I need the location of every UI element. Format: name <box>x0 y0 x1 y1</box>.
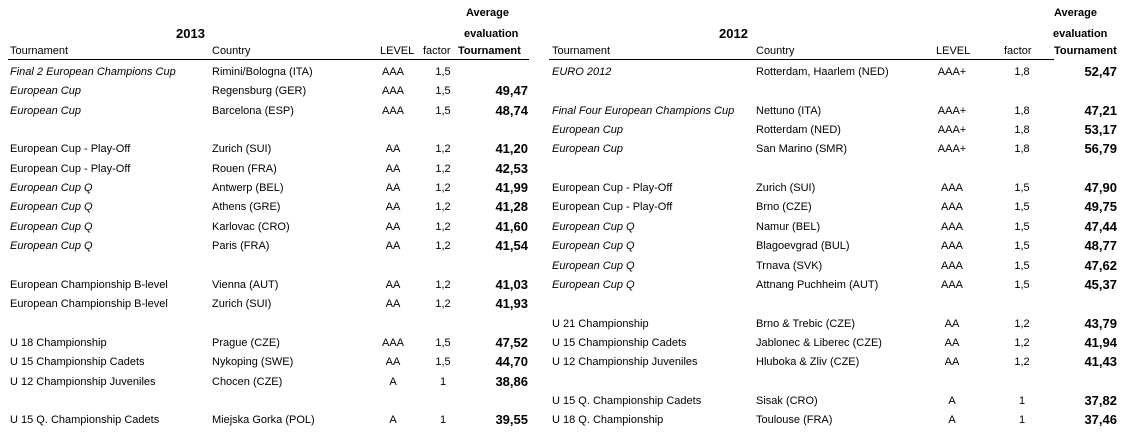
score-cell: 45,37 <box>1084 276 1117 292</box>
table-row <box>8 218 528 237</box>
table-row <box>549 198 1117 217</box>
level-cell: AAA <box>940 240 963 253</box>
tournament-cell: European Cup <box>10 104 81 117</box>
score-cell: 41,94 <box>1084 334 1117 350</box>
level-cell: AAA <box>940 182 963 195</box>
factor-cell: 1,8 <box>1014 143 1030 156</box>
factor-cell: 1,5 <box>1014 240 1030 253</box>
score-cell: 41,03 <box>495 276 528 292</box>
level-cell: AAA <box>940 220 963 233</box>
level-cell: AA <box>385 201 401 214</box>
score-cell: 47,52 <box>495 334 528 350</box>
level-cell: A <box>389 375 397 388</box>
table-row <box>549 392 1117 411</box>
country-cell: Miejska Gorka (POL) <box>212 414 315 427</box>
tournament-cell: European Cup <box>10 85 81 98</box>
tournament-cell: U 15 Championship Cadets <box>552 336 687 349</box>
country-cell: Rouen (FRA) <box>212 162 277 175</box>
factor-cell: 1,5 <box>1014 201 1030 214</box>
level-cell: A <box>948 394 956 407</box>
tournament-cell: European Cup Q <box>552 220 635 233</box>
score-cell: 38,86 <box>495 373 528 389</box>
tournament-cell: U 15 Q. Championship Cadets <box>552 394 702 407</box>
country-cell: Rotterdam, Haarlem (NED) <box>756 66 889 78</box>
table-2012 <box>549 0 1117 436</box>
level-cell: AA <box>944 317 960 330</box>
tournament-cell: U 12 Championship Juveniles <box>10 375 156 388</box>
tournament-cell: European Cup Q <box>10 240 93 253</box>
country-cell: Blagoevgrad (BUL) <box>756 240 850 253</box>
score-cell: 39,55 <box>495 412 528 428</box>
table-2013 <box>8 0 530 436</box>
level-cell: AA <box>385 356 401 369</box>
factor-cell: 1,5 <box>435 336 451 349</box>
header-rule <box>549 59 1054 60</box>
tournament-cell: European Cup - Play-Off <box>552 182 673 195</box>
score-cell: 53,17 <box>1084 122 1117 138</box>
score-cell: 47,44 <box>1084 218 1117 234</box>
level-cell: AAA+ <box>937 124 967 137</box>
tournament-cell: European Cup Q <box>10 220 93 233</box>
tournament-cell: U 15 Championship Cadets <box>10 356 145 369</box>
level-cell: AAA+ <box>937 66 967 78</box>
score-cell: 52,47 <box>1084 64 1117 79</box>
factor-cell: 1,5 <box>1014 259 1030 272</box>
country-cell: Vienna (AUT) <box>212 278 279 291</box>
level-cell: AA <box>385 278 401 291</box>
factor-cell: 1,5 <box>1014 220 1030 233</box>
factor-cell: 1 <box>439 414 447 427</box>
factor-cell: 1,8 <box>1014 104 1030 117</box>
table-row <box>549 237 1117 256</box>
tournament-cell: U 12 Championship Juveniles <box>552 356 698 369</box>
tournament-cell: European Championship B-level <box>10 298 168 311</box>
country-cell: Toulouse (FRA) <box>756 414 833 427</box>
factor-cell: 1,2 <box>435 278 451 291</box>
table-row <box>8 140 528 159</box>
table-row <box>8 353 528 372</box>
table-row <box>8 63 528 82</box>
factor-cell: 1 <box>439 375 447 388</box>
col-tournament: Tournament <box>10 45 69 57</box>
level-cell: AA <box>385 298 401 311</box>
country-cell: Sisak (CRO) <box>756 394 818 407</box>
col-tournament: Tournament <box>552 45 611 57</box>
score-cell: 44,70 <box>495 354 528 370</box>
country-cell: Namur (BEL) <box>756 220 821 233</box>
country-cell: Rimini/Bologna (ITA) <box>212 66 313 78</box>
factor-cell: 1,2 <box>435 298 451 311</box>
table-row <box>8 334 528 353</box>
table-row <box>549 218 1117 237</box>
tournament-cell: U 21 Championship <box>552 317 649 330</box>
avg-header-line2: evaluation <box>464 28 519 40</box>
factor-cell: 1,2 <box>435 143 451 156</box>
col-level: LEVEL <box>380 45 415 57</box>
level-cell: A <box>389 414 397 427</box>
tournament-cell: European Cup Q <box>552 240 635 253</box>
table-row <box>8 102 528 121</box>
score-cell: 47,90 <box>1084 180 1117 196</box>
country-cell: Athens (GRE) <box>212 201 281 214</box>
year-title: 2013 <box>176 26 205 41</box>
level-cell: AA <box>944 356 960 369</box>
level-cell: AAA <box>940 259 963 272</box>
year-title: 2012 <box>719 26 748 41</box>
table-row <box>8 276 528 295</box>
tournament-cell: European Cup - Play-Off <box>10 143 131 156</box>
avg-header-line2: evaluation <box>1053 28 1108 40</box>
factor-cell: 1,5 <box>435 356 451 369</box>
table-row <box>549 179 1117 198</box>
score-cell: 41,60 <box>495 218 528 234</box>
score-cell: 49,47 <box>495 83 528 99</box>
tournament-cell: European Cup Q <box>552 278 635 291</box>
tournament-cell: EURO 2012 <box>552 66 612 78</box>
country-cell: Trnava (SVK) <box>756 259 823 272</box>
level-cell: AAA <box>940 201 963 214</box>
tournament-cell: European Cup <box>552 124 623 137</box>
score-cell: 48,77 <box>1084 238 1117 254</box>
country-cell: Prague (CZE) <box>212 336 280 349</box>
level-cell: AA <box>385 220 401 233</box>
score-cell: 41,43 <box>1084 354 1117 370</box>
factor-cell: 1 <box>1018 394 1026 407</box>
score-cell: 47,62 <box>1084 257 1117 273</box>
table-row <box>549 121 1117 140</box>
level-cell: AAA <box>381 336 404 349</box>
level-cell: AA <box>385 240 401 253</box>
tournament-cell: U 18 Q. Championship <box>552 414 664 427</box>
score-cell: 41,99 <box>495 180 528 196</box>
table-row <box>549 102 1117 121</box>
score-cell: 41,93 <box>495 296 528 312</box>
col-level: LEVEL <box>936 45 971 57</box>
country-cell: Hluboka & Zliv (CZE) <box>756 356 860 369</box>
country-cell: Attnang Puchheim (AUT) <box>756 278 879 291</box>
country-cell: Zurich (SUI) <box>756 182 816 195</box>
country-cell: Regensburg (GER) <box>212 85 307 98</box>
factor-cell: 1,8 <box>1014 66 1030 78</box>
factor-cell: 1,2 <box>435 182 451 195</box>
country-cell: Rotterdam (NED) <box>756 124 841 137</box>
factor-cell: 1,2 <box>435 162 451 175</box>
score-cell: 42,53 <box>495 160 528 176</box>
level-cell: AAA <box>940 278 963 291</box>
level-cell: AA <box>385 143 401 156</box>
level-cell: AAA <box>381 85 404 98</box>
country-cell: Nettuno (ITA) <box>756 104 822 117</box>
table-row <box>549 353 1117 372</box>
table-row <box>549 411 1117 430</box>
tournament-cell: European Cup - Play-Off <box>10 162 131 175</box>
tournament-cell: U 18 Championship <box>10 336 107 349</box>
tournament-cell: Final 2 European Champions Cup <box>10 66 176 78</box>
factor-cell: 1,5 <box>435 104 451 117</box>
table-row <box>8 295 528 314</box>
country-cell: San Marino (SMR) <box>756 143 848 156</box>
country-cell: Barcelona (ESP) <box>212 104 294 117</box>
level-cell: AAA+ <box>937 143 967 156</box>
tournament-cell: European Cup <box>552 143 623 156</box>
country-cell: Brno (CZE) <box>756 201 812 214</box>
level-cell: AAA+ <box>937 104 967 117</box>
factor-cell: 1,5 <box>435 85 451 98</box>
table-row <box>549 334 1117 353</box>
factor-cell: 1,2 <box>1014 356 1030 369</box>
table-row <box>8 179 528 198</box>
factor-cell: 1,8 <box>1014 124 1030 137</box>
tournament-cell: European Cup Q <box>552 259 635 272</box>
table-row <box>8 160 528 179</box>
table-row <box>8 198 528 217</box>
level-cell: AA <box>385 182 401 195</box>
table-row <box>8 411 528 430</box>
score-cell: 37,82 <box>1084 392 1117 408</box>
score-cell: 41,54 <box>495 238 528 254</box>
table-row <box>549 276 1117 295</box>
factor-cell: 1,2 <box>435 201 451 214</box>
factor-cell: 1,5 <box>1014 278 1030 291</box>
level-cell: AA <box>944 336 960 349</box>
tournament-cell: U 15 Q. Championship Cadets <box>10 414 160 427</box>
country-cell: Zurich (SUI) <box>212 143 272 156</box>
avg-header-line3: Tournament <box>458 45 521 57</box>
tournament-cell: European Cup - Play-Off <box>552 201 673 214</box>
table-row <box>549 63 1117 82</box>
tournament-cell: European Cup Q <box>10 201 93 214</box>
factor-cell: 1,2 <box>1014 336 1030 349</box>
col-factor: factor <box>1004 45 1032 57</box>
table-row <box>549 140 1117 159</box>
country-cell: Zurich (SUI) <box>212 298 272 311</box>
factor-cell: 1,2 <box>435 220 451 233</box>
table-row <box>549 257 1117 276</box>
table-row <box>8 82 528 101</box>
table-row <box>549 315 1117 334</box>
tournament-cell: Final Four European Champions Cup <box>552 104 735 117</box>
score-cell: 37,46 <box>1084 412 1117 428</box>
score-cell: 47,21 <box>1084 102 1117 118</box>
country-cell: Brno & Trebic (CZE) <box>756 317 856 330</box>
avg-header-line1: Average <box>1054 7 1098 19</box>
level-cell: AAA <box>381 66 404 78</box>
country-cell: Nykoping (SWE) <box>212 356 294 369</box>
col-country: Country <box>756 45 795 57</box>
factor-cell: 1,5 <box>1014 182 1030 195</box>
level-cell: AAA <box>381 104 404 117</box>
tournament-cell: European Cup Q <box>10 182 93 195</box>
country-cell: Antwerp (BEL) <box>212 182 284 195</box>
country-cell: Jablonec & Liberec (CZE) <box>756 336 882 349</box>
factor-cell: 1,2 <box>435 240 451 253</box>
table-row <box>8 373 528 392</box>
avg-header-line1: Average <box>466 7 510 19</box>
country-cell: Paris (FRA) <box>212 240 270 253</box>
factor-cell: 1,2 <box>1014 317 1030 330</box>
score-cell: 48,74 <box>495 102 528 118</box>
avg-header-line3: Tournament <box>1054 45 1117 57</box>
score-cell: 43,79 <box>1084 315 1117 331</box>
factor-cell: 1 <box>1018 414 1026 427</box>
score-cell: 56,79 <box>1084 141 1117 157</box>
table-row <box>8 237 528 256</box>
score-cell: 41,28 <box>495 199 528 215</box>
header-rule <box>8 59 529 60</box>
level-cell: AA <box>385 162 401 175</box>
score-cell: 49,75 <box>1084 199 1117 215</box>
tournament-cell: European Championship B-level <box>10 278 168 291</box>
country-cell: Chocen (CZE) <box>212 375 283 388</box>
country-cell: Karlovac (CRO) <box>212 220 290 233</box>
col-factor: factor <box>423 45 451 57</box>
col-country: Country <box>212 45 251 57</box>
score-cell: 41,20 <box>495 141 528 157</box>
factor-cell: 1,5 <box>435 66 451 78</box>
level-cell: A <box>948 414 956 427</box>
